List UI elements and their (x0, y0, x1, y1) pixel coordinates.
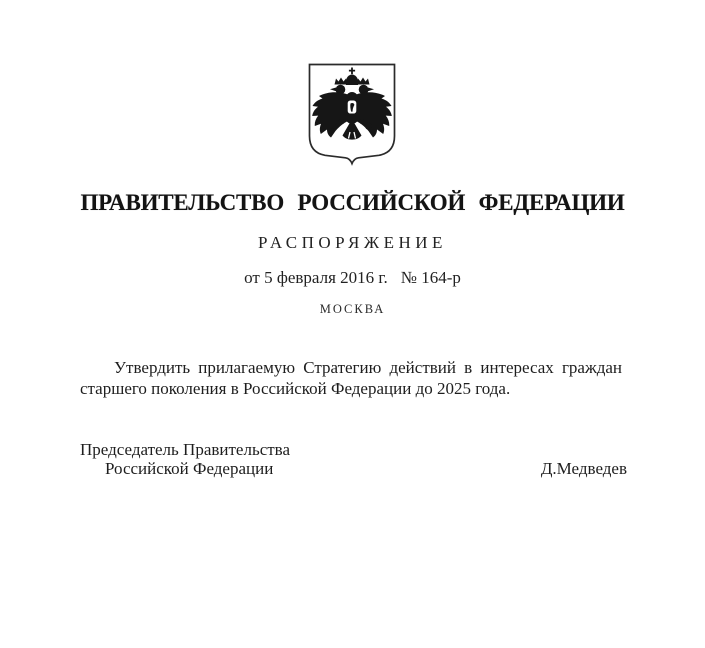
signer-position-line2: Российской Федерации (105, 458, 274, 478)
document-type-heading: РАСПОРЯЖЕНИЕ (258, 233, 447, 252)
signer-position (80, 441, 290, 478)
date-line (80, 268, 625, 288)
document-number: № 164-р (400, 268, 461, 287)
signer-position-line1: Председатель Правительства (80, 440, 291, 459)
signature-block (80, 441, 627, 478)
date-text: от 5 февраля 2016 г. (244, 268, 388, 287)
decree-body-paragraph: Утвердить прилагаемую Стратегию действий в интересах граждан старшего поколения в Российской Федерации до 2025 года. (80, 358, 622, 398)
signer-name: Д.Медведев (540, 458, 627, 478)
russia-coat-of-arms-icon (308, 63, 396, 169)
city-label: МОСКВА (319, 302, 386, 316)
government-title: ПРАВИТЕЛЬСТВО РОССИЙСКОЙ ФЕДЕРАЦИИ (80, 190, 625, 215)
